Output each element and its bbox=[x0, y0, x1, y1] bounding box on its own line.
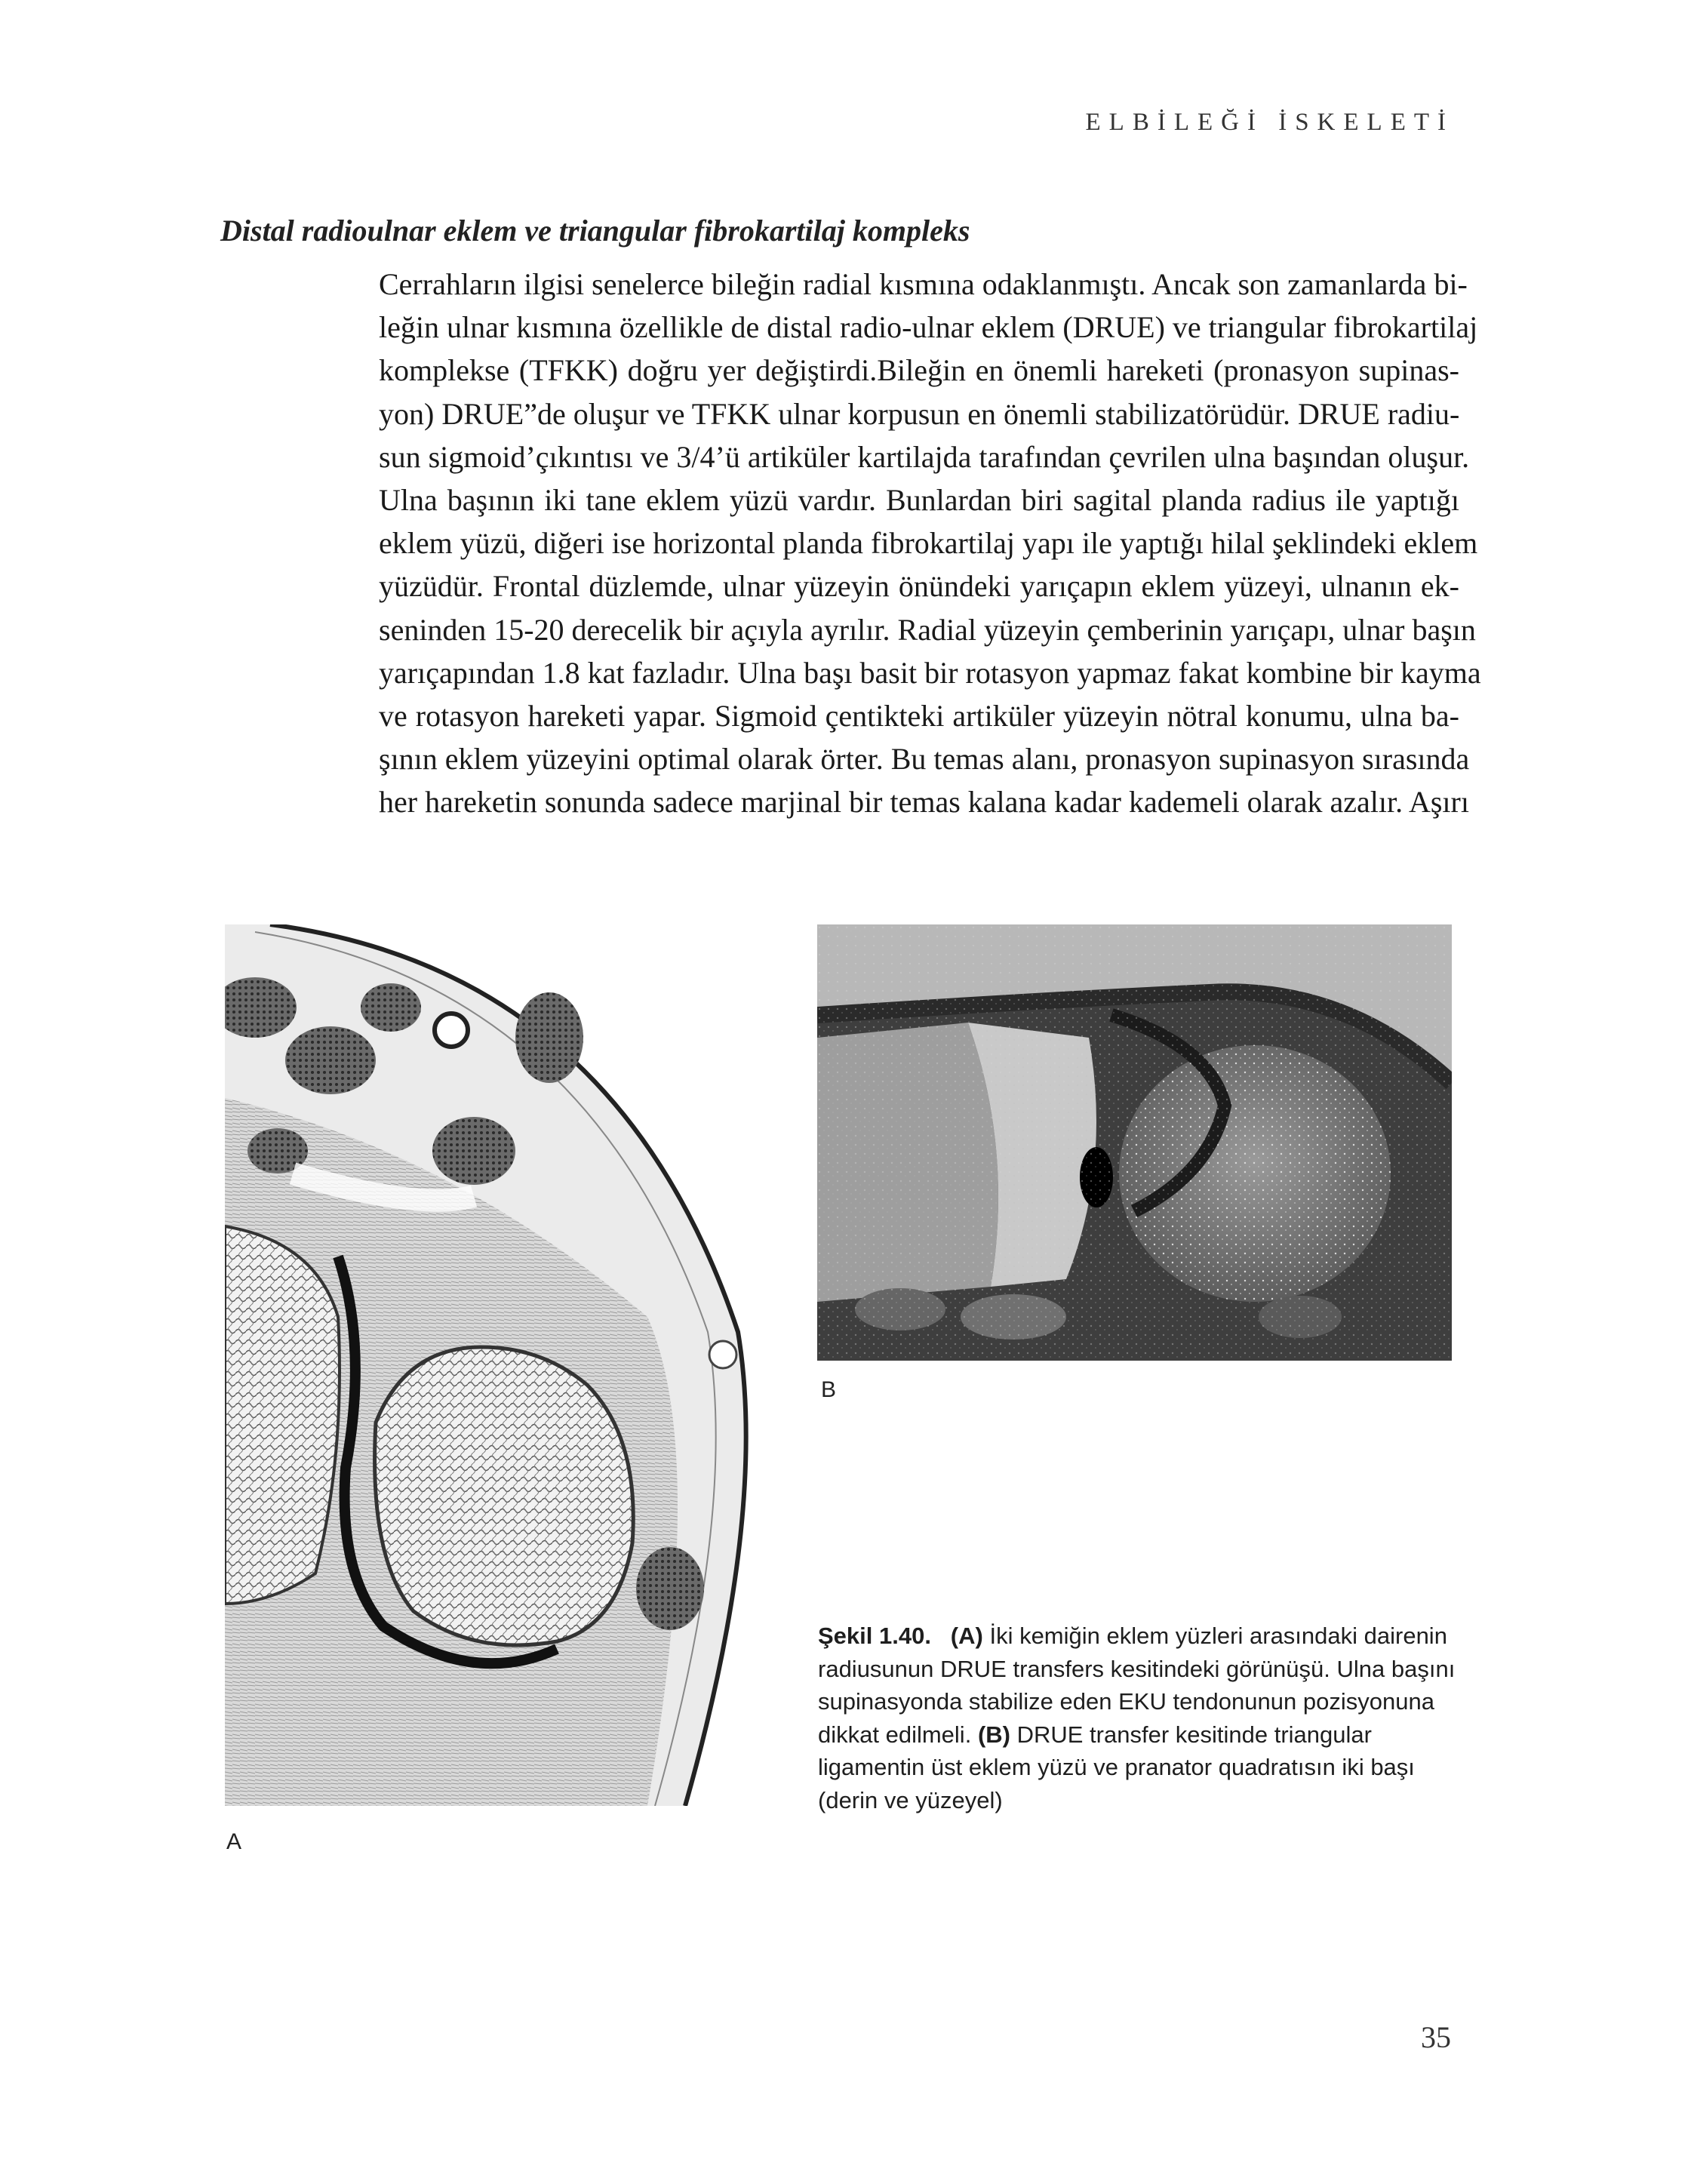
figure-caption bbox=[818, 1620, 1467, 1816]
caption-marker-a: (A) bbox=[950, 1623, 983, 1649]
body-line: yarıçapından 1.8 kat fazladır. Ulna başı basit bir rotasyon yapmaz fakat kombine bir kayma bbox=[379, 655, 1481, 690]
body-line: her hareketin sonunda sadece marjinal bir temas kalana kadar kademeli olarak azalır. Aşırı bbox=[379, 785, 1469, 820]
body-line: sun sigmoid’çıkıntısı ve 3/4’ü artiküler kartilajda tarafından çevrilen ulna başından oluşur. bbox=[379, 439, 1470, 474]
body-line: Cerrahların ilgisi senelerce bileğin radial kısmına odaklanmıştı. Ancak son zamanlarda bi- bbox=[379, 267, 1468, 301]
body-line: seninden 15-20 derecelik bir açıyla ayrılır. Radial yüzeyin çemberinin yarıçapı, ulnar başın bbox=[379, 612, 1476, 647]
caption-text-b: DRUE transfer kesitinde triangular ligamentin üst eklem yüzü ve pranator quadratısın iki başı (derin ve yüzeyel) bbox=[818, 1721, 1415, 1813]
caption-text-a: İki kemiğin eklem yüzleri arasındaki dairenin radiusunun DRUE transfers kesitindeki görünüşü. Ulna başını supinasyonda stabilize eden EKU tendonunun pozisyonuna dikkat edilmeli. bbox=[818, 1623, 1456, 1748]
body-line: komplekse (TFKK) doğru yer değiştirdi.Bileğin en önemli hareketi (pronasyon supinas- bbox=[379, 353, 1459, 388]
figure-b-label: B bbox=[821, 1377, 837, 1402]
figure-a-histology-image bbox=[225, 924, 785, 1806]
body-line: Ulna başının iki tane eklem yüzü vardır. Bunlardan biri sagital planda radius ile yaptığı bbox=[379, 483, 1459, 518]
body-line: yüzüdür. Frontal düzlemde, ulnar yüzeyin önündeki yarıçapın eklem yüzeyi, ulnanın ek- bbox=[379, 569, 1459, 604]
figure-b-section-photo bbox=[817, 924, 1452, 1361]
body-line: ve rotasyon hareketi yapar. Sigmoid çentikteki artiküler yüzeyin nötral konumu, ulna ba- bbox=[379, 699, 1459, 734]
body-paragraph bbox=[379, 263, 1481, 824]
body-line: yon) DRUE”de oluşur ve TFKK ulnar korpusun en önemli stabilizatörüdür. DRUE radiu- bbox=[379, 396, 1460, 431]
body-line: şının eklem yüzeyini optimal olarak örter. Bu temas alanı, pronasyon supinasyon sırasında bbox=[379, 742, 1470, 777]
figure-a-label: A bbox=[226, 1829, 242, 1854]
body-line: leğin ulnar kısmına özellikle de distal radio-ulnar eklem (DRUE) ve triangular fibrokartilaj bbox=[379, 310, 1478, 345]
caption-marker-b: (B) bbox=[977, 1721, 1010, 1748]
caption-figure-number: Şekil 1.40. bbox=[818, 1623, 931, 1649]
page-number: 35 bbox=[1421, 2020, 1451, 2054]
body-line: eklem yüzü, diğeri ise horizontal planda fibrokartilaj yapı ile yaptığı hilal şeklindeki eklem bbox=[379, 526, 1478, 561]
running-head: ELBİLEĞİ İSKELETİ bbox=[1085, 109, 1454, 136]
section-title: Distal radioulnar eklem ve triangular fibrokartilaj kompleks bbox=[220, 214, 970, 248]
